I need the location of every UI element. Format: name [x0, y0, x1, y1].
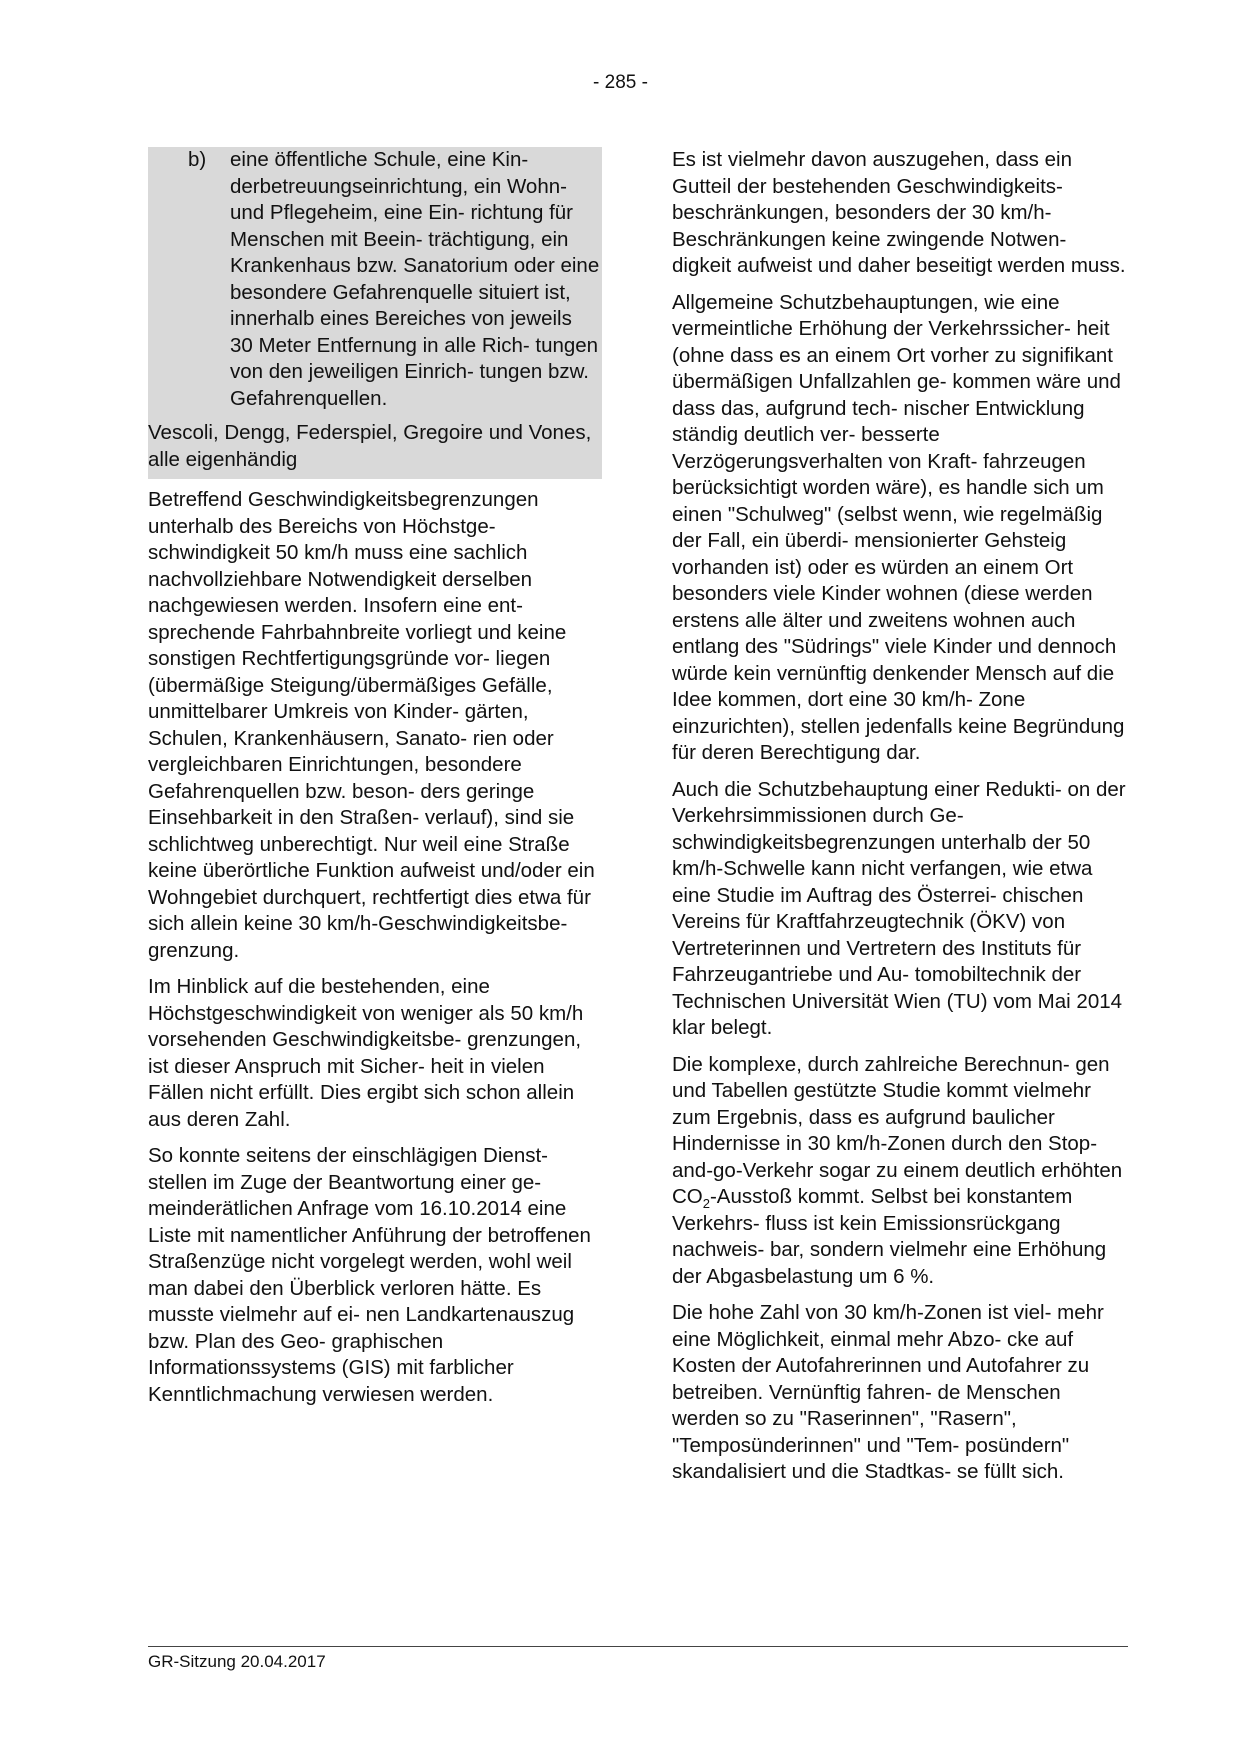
- list-item: [148, 147, 602, 412]
- footer-text: GR-Sitzung 20.04.2017: [148, 1652, 326, 1671]
- list-item-text: eine öffentliche Schule, eine Kin- derbetreuungseinrichtung, ein Wohn- und Pflegeheim, eine Ein- richtung für Menschen mit Beein- trächtigung, ein Krankenhaus bzw. Sanatorium oder eine besondere Gefahrenquelle situiert ist, innerhalb eines Bereiches von jeweils 30 Meter Entfernung in alle Rich- tungen von den jeweiligen Einrich- tungen bzw. Gefahrenquellen.: [230, 148, 600, 410]
- paragraph-text: Die komplexe, durch zahlreiche Berechnun- gen und Tabellen gestützte Studie kommt vielmehr zum Ergebnis, dass es aufgrund baulicher Hindernisse in 30 km/h-Zonen durch den Stop-and-go-Verkehr sogar zu einem deutlich erhöhten CO: [672, 1052, 1123, 1208]
- page-number: - 285 -: [593, 72, 648, 93]
- footer-divider: [148, 1646, 1128, 1647]
- signature: Vescoli, Dengg, Federspiel, Gregoire und Vones, alle eigenhändig: [148, 421, 592, 471]
- paragraph: Es ist vielmehr davon auszugehen, dass ein Gutteil der bestehenden Geschwindigkeits- beschränkungen, besonders der 30 km/h- Beschränkungen keine zwingende Notwen- digkeit aufweist und daher beseitigt werden muss.: [672, 148, 1126, 277]
- paragraph: Betreffend Geschwindigkeitsbegrenzungen unterhalb des Bereichs von Höchstge- schwindigkeit 50 km/h muss eine sachlich nachvollziehbare Notwendigkeit derselben nachgewiesen werden. Insofern eine ent- sprechende Fahrbahnbreite vorliegt und keine sonstigen Rechtfertigungsgründe vor- liegen (übermäßige Steigung/übermäßiges Gefälle, unmittelbarer Umkreis von Kinder- gärten, Schulen, Krankenhäusern, Sanato- rien oder vergleichbaren Einrichtungen, besondere Gefahrenquellen bzw. beson- ders geringe Einsehbarkeit in den Straßen- verlauf), sind sie schlichtweg unberechtigt. Nur weil eine Straße keine überörtliche Funktion aufweist und/oder ein Wohngebiet durchquert, rechtfertigt dies etwa für sich allein keine 30 km/h-Geschwindigkeitsbe- grenzung.: [148, 488, 595, 962]
- paragraph: Auch die Schutzbehauptung einer Redukti- on der Verkehrsimmissionen durch Ge- schwindigkeitsbegrenzungen unterhalb der 50 km/h-Schwelle kann nicht verfangen, wie etwa eine Studie im Auftrag des Österrei- chischen Vereins für Kraftfahrzeugtechnik (ÖKV) von Vertreterinnen und Vertretern des Instituts für Fahrzeugantriebe und Au- tomobiltechnik der Technischen Universität Wien (TU) vom Mai 2014 klar belegt.: [672, 777, 1126, 1039]
- left-column: [148, 147, 602, 1418]
- paragraph: Im Hinblick auf die bestehenden, eine Höchstgeschwindigkeit von weniger als 50 km/h vorsehenden Geschwindigkeitsbe- grenzungen, ist dieser Anspruch mit Sicher- heit in vielen Fällen nicht erfüllt. Dies ergibt sich schon allein aus deren Zahl.: [148, 975, 584, 1131]
- motion-excerpt: [148, 147, 602, 479]
- paragraph: So konnte seitens der einschlägigen Dienst- stellen im Zuge der Beantwortung einer ge- meinderätlichen Anfrage vom 16.10.2014 eine Liste mit namentlicher Anführung der betroffenen Straßenzüge nicht vorgelegt werden, wohl weil man dabei den Überblick verloren hätte. Es musste vielmehr auf ei- nen Landkartenauszug bzw. Plan des Geo- graphischen Informationssystems (GIS) mit farblicher Kenntlichmachung verwiesen werden.: [148, 1144, 591, 1406]
- subscript: 2: [702, 1196, 710, 1212]
- paragraph-text: -Ausstoß kommt. Selbst bei konstantem Verkehrs- fluss ist kein Emissionsrückgang nachweis- bar, sondern vielmehr eine Erhöhung der Abgasbelastung um 6 %.: [672, 1185, 1107, 1288]
- list-marker: b): [188, 148, 207, 171]
- paragraph: [672, 1052, 1128, 1291]
- paragraph: Allgemeine Schutzbehauptungen, wie eine vermeintliche Erhöhung der Verkehrssicher- heit (ohne dass es an einem Ort vorher zu signifikant übermäßigen Unfallzahlen ge- kommen wäre und dass das, aufgrund tech- nischer Entwicklung ständig deutlich ver- besserte Verzögerungsverhalten von Kraft- fahrzeugen berücksichtigt worden wäre), es handle sich um einen "Schulweg" (selbst wenn, wie regelmäßig der Fall, ein überdi- mensionierter Gehsteig vorhanden ist) oder es würden an einem Ort besonders viele Kinder wohnen (diese werden erstens alle älter und zweitens wohnen auch entlang des "Südrings" viele Kinder und dennoch würde kein vernünftig denkender Mensch auf die Idee kommen, dort eine 30 km/h- Zone einzurichten), stellen jedenfalls keine Begründung für deren Berechtigung dar.: [672, 290, 1125, 764]
- paragraph: Die hohe Zahl von 30 km/h-Zonen ist viel- mehr eine Möglichkeit, einmal mehr Abzo- cke auf Kosten der Autofahrerinnen und Autofahrer zu betreiben. Vernünftig fahren- de Menschen werden so zu "Raserinnen", "Rasern", "Temposünderinnen" und "Tem- posündern" skandalisiert und die Stadtkas- se füllt sich.: [672, 1301, 1104, 1483]
- right-column: [672, 147, 1128, 1496]
